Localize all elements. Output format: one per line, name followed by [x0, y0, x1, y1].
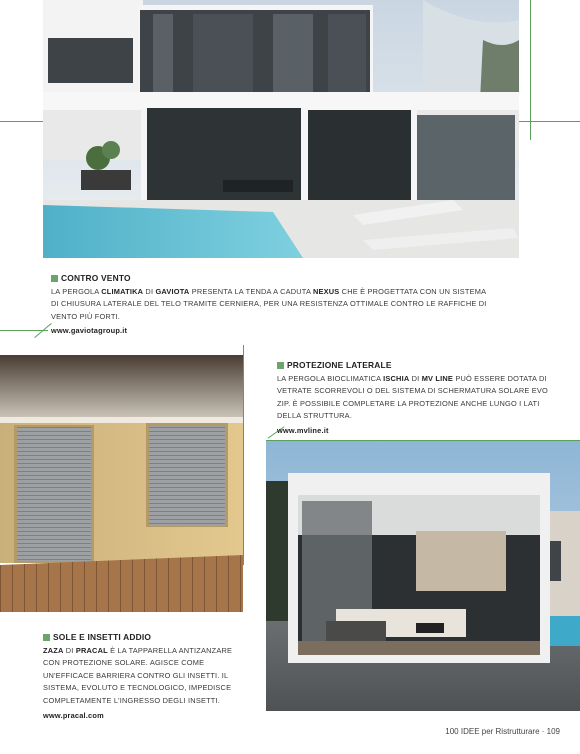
caption-heading: SOLE E INSETTI ADDIO [43, 631, 243, 644]
pergola-illustration [266, 441, 580, 711]
caption-text: LA PERGOLA BIOCLIMATICA [277, 373, 384, 383]
caption-body [43, 645, 243, 708]
caption-text: DI [143, 286, 156, 296]
square-bullet-icon [51, 275, 58, 282]
square-bullet-icon [277, 362, 284, 369]
page-footer: 100 IDEE per Ristrutturare · 109 [445, 727, 560, 736]
caption-protezione-laterale [277, 359, 562, 438]
guide-line [517, 121, 580, 122]
caption-body [51, 286, 491, 324]
caption-text: DI [63, 645, 76, 655]
caption-contro-vento [51, 272, 491, 338]
caption-text: PRESENTA LA TENDA A CADUTA [189, 286, 313, 296]
villa-illustration [43, 0, 519, 258]
caption-heading: PROTEZIONE LATERALE [277, 359, 562, 372]
caption-url: www.gaviotagroup.it [51, 326, 128, 336]
guide-line [530, 0, 531, 140]
caption-text: DI [409, 373, 422, 383]
caption-text: PUÒ ESSERE DOTATA DI VETRATE SCORREVOLI O DEL SISTEMA DI SCHERMATURA SOLARE EVO ZIP. È POSSIBILE COMPLETARE LA PROTEZIONE ANCHE LUNGO I LATI DELLA STRUTTURA. [277, 373, 549, 421]
caption-bold-text: GAVIOTA [155, 286, 190, 296]
caption-bold-text: PRACAL [75, 645, 108, 655]
caption-text: È LA TAPPARELLA ANTIZANZARE CON PROTEZIONE SOLARE. AGISCE COME UN'EFFICACE BARRIERA CONTRO GLI INSETTI. IL SISTEMA, EVOLUTO E TECNOLOGICO, IMPEDISCE COMPLETAMENTE L'INGRESSO DEGLI INSETTI. [43, 645, 233, 705]
caption-sole-e-insetti [43, 631, 243, 722]
caption-url: www.pracal.com [43, 710, 104, 720]
caption-body [277, 373, 562, 423]
caption-url: www.mvline.it [277, 425, 329, 435]
shutter-illustration [0, 355, 243, 612]
caption-bold-text: NEXUS [312, 286, 340, 296]
square-bullet-icon [43, 634, 50, 641]
villa-pool-photo [43, 0, 519, 258]
caption-bold-text: CLIMATIKA [101, 286, 144, 296]
caption-text: CHE È PROGETTATA CON UN SISTEMA DI CHIUSURA LATERALE DEL TELO TRAMITE CERNIERA, PER UNA RESISTENZA OTTIMALE CONTRO LE RAFFICHE DI VENTO PIÙ FORTI. [51, 286, 487, 321]
guide-line [0, 121, 46, 122]
caption-text: LA PERGOLA [51, 286, 102, 296]
caption-bold-text: ISCHIA [383, 373, 410, 383]
guide-line [243, 345, 244, 565]
pergola-photo [266, 441, 580, 711]
roller-shutter-photo [0, 355, 243, 612]
caption-heading: CONTRO VENTO [51, 272, 491, 285]
caption-bold-text: ZAZA [43, 645, 64, 655]
caption-bold-text: MV LINE [421, 373, 454, 383]
